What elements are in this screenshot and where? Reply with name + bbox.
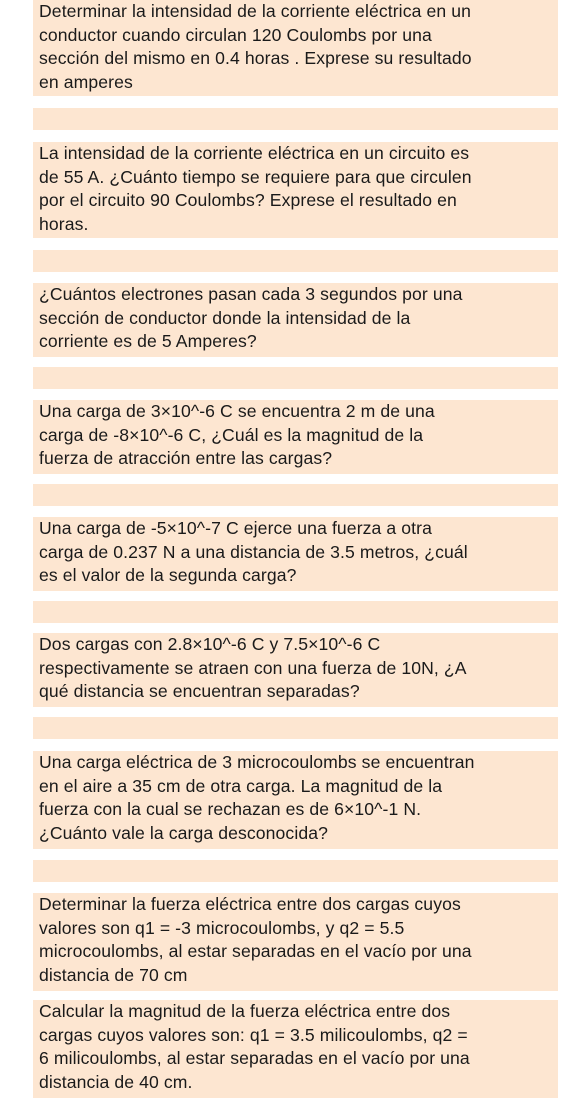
answer-area-5	[33, 601, 558, 623]
question-text: La intensidad de la corriente eléctrica en un circuito es de 55 A. ¿Cuánto tiempo se requiere para que circulen por el circuito 90 Coulombs? Exprese el resultado en horas.	[39, 143, 472, 234]
question-text: Una carga de -5×10^-7 C ejerce una fuerza a otra carga de 0.237 N a una distancia de 3.5 metros, ¿cuál es el valor de la segunda carga?	[39, 518, 468, 585]
question-text: Dos cargas con 2.8×10^-6 C y 7.5×10^-6 C respectivamente se atraen con una fuerza de 10N, ¿A qué distancia se encuentran separadas?	[39, 634, 467, 701]
answer-area-7	[33, 860, 558, 882]
question-card-9	[33, 1000, 558, 1098]
question-card-5	[33, 517, 558, 591]
question-card-8	[33, 893, 558, 991]
question-card-7	[33, 751, 558, 849]
answer-area-3	[33, 367, 558, 389]
question-card-3	[33, 283, 558, 357]
question-card-2	[33, 142, 558, 238]
answer-area-2	[33, 250, 558, 272]
answer-area-4	[33, 484, 558, 506]
question-text: Determinar la fuerza eléctrica entre dos cargas cuyos valores son q1 = -3 microcoulombs, y q2 = 5.5 microcoulombs, al estar separadas en el vacío por una distancia de 70 cm	[39, 894, 472, 985]
question-text: Calcular la magnitud de la fuerza eléctrica entre dos cargas cuyos valores son: q1 = 3.5 milicoulombs, q2 = 6 milicoulombs, al estar separadas en el vacío por una distancia de 40 cm.	[39, 1001, 470, 1092]
question-text: ¿Cuántos electrones pasan cada 3 segundos por una sección de conductor donde la intensidad de la corriente es de 5 Amperes?	[39, 284, 463, 351]
question-text: Una carga eléctrica de 3 microcoulombs se encuentran en el aire a 35 cm de otra carga. La magnitud de la fuerza con la cual se rechazan es de 6×10^-1 N. ¿Cuánto vale la carga desconocida?	[39, 752, 475, 843]
question-text: Una carga de 3×10^-6 C se encuentra 2 m de una carga de -8×10^-6 C, ¿Cuál es la magnitud de la fuerza de atracción entre las cargas?	[39, 401, 435, 468]
question-text: Determinar la intensidad de la corriente eléctrica en un conductor cuando circulan 120 Coulombs por una sección del mismo en 0.4 horas . Exprese su resultado en amperes	[39, 1, 472, 92]
question-card-1	[33, 0, 558, 96]
answer-area-1	[33, 108, 558, 130]
answer-area-6	[33, 717, 558, 739]
question-card-6	[33, 633, 558, 707]
question-card-4	[33, 400, 558, 474]
